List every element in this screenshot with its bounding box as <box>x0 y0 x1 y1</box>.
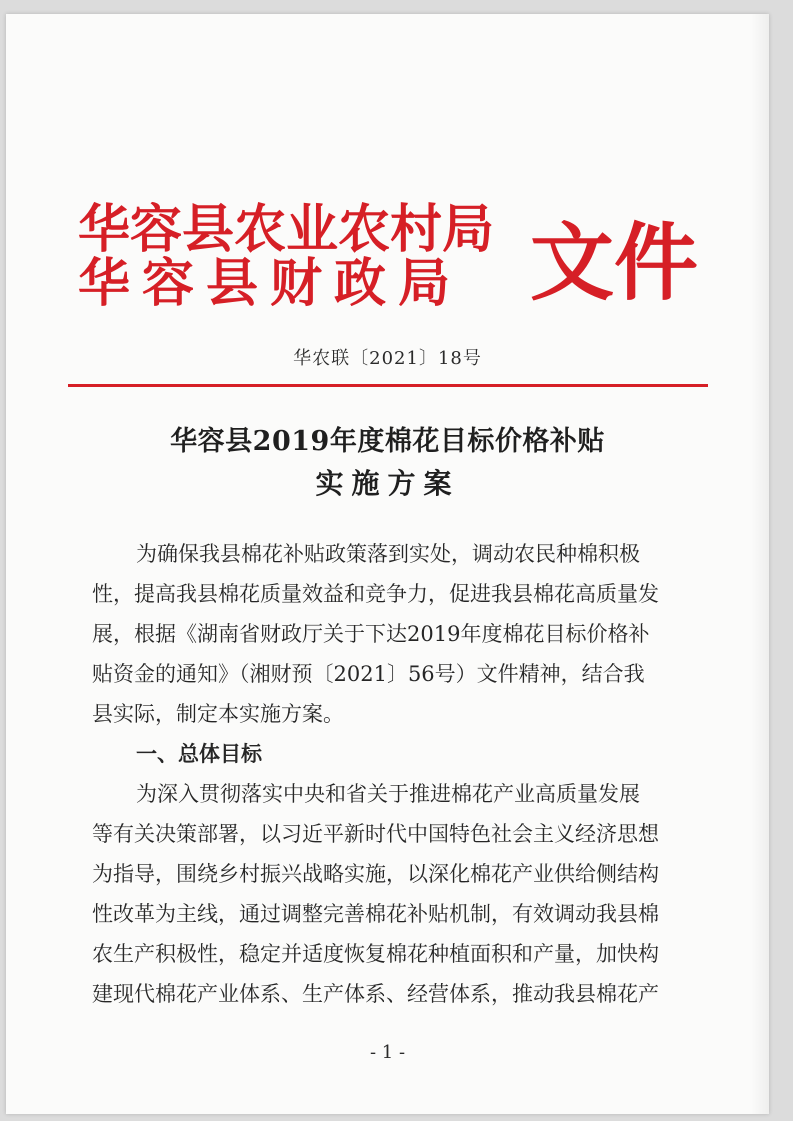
paragraph-1-line: 贴资金的通知》（湘财预〔2021〕56号）文件精神，结合我 <box>92 662 645 686</box>
document-title-line-2: 实施方案 <box>315 467 460 500</box>
issuing-department-2: 华容县财政局 <box>78 253 463 314</box>
paragraph-1-line: 性，提高我县棉花质量效益和竞争力，促进我县棉花高质量发 <box>92 582 659 606</box>
page-edge-shadow <box>751 14 769 1114</box>
paragraph-2-line: 为指导，围绕乡村振兴战略实施，以深化棉花产业供给侧结构 <box>92 862 659 886</box>
red-divider-line <box>68 384 708 387</box>
paragraph-2-line: 农生产积极性，稳定并适度恢复棉花种植面积和产量，加快构 <box>92 942 659 966</box>
document-number: 华农联〔2021〕18号 <box>293 348 482 369</box>
paragraph-1-line: 展，根据《湖南省财政厅关于下达2019年度棉花目标价格补 <box>92 622 650 646</box>
document-header <box>78 199 699 332</box>
document-type-label: 文件 <box>530 213 699 312</box>
document-title-line-1: 华容县2019年度棉花目标价格补贴 <box>170 426 605 457</box>
paragraph-2-line: 等有关决策部署，以习近平新时代中国特色社会主义经济思想 <box>92 822 659 846</box>
document-page <box>6 14 769 1114</box>
issuing-department-1: 华容县农业农村局 <box>78 199 495 260</box>
paragraph-2-line: 为深入贯彻落实中央和省关于推进棉花产业高质量发展 <box>136 782 640 806</box>
paragraph-2-line: 建现代棉花产业体系、生产体系、经营体系，推动我县棉花产 <box>92 982 659 1006</box>
paragraph-1-line: 为确保我县棉花补贴政策落到实处，调动农民种棉积极 <box>136 542 640 566</box>
paragraph-2-line: 性改革为主线，通过调整完善棉花补贴机制，有效调动我县棉 <box>92 902 659 926</box>
section-heading: 一、总体目标 <box>136 741 262 766</box>
paragraph-1-line: 县实际，制定本实施方案。 <box>92 702 344 726</box>
page-number: - 1 - <box>369 1042 406 1063</box>
